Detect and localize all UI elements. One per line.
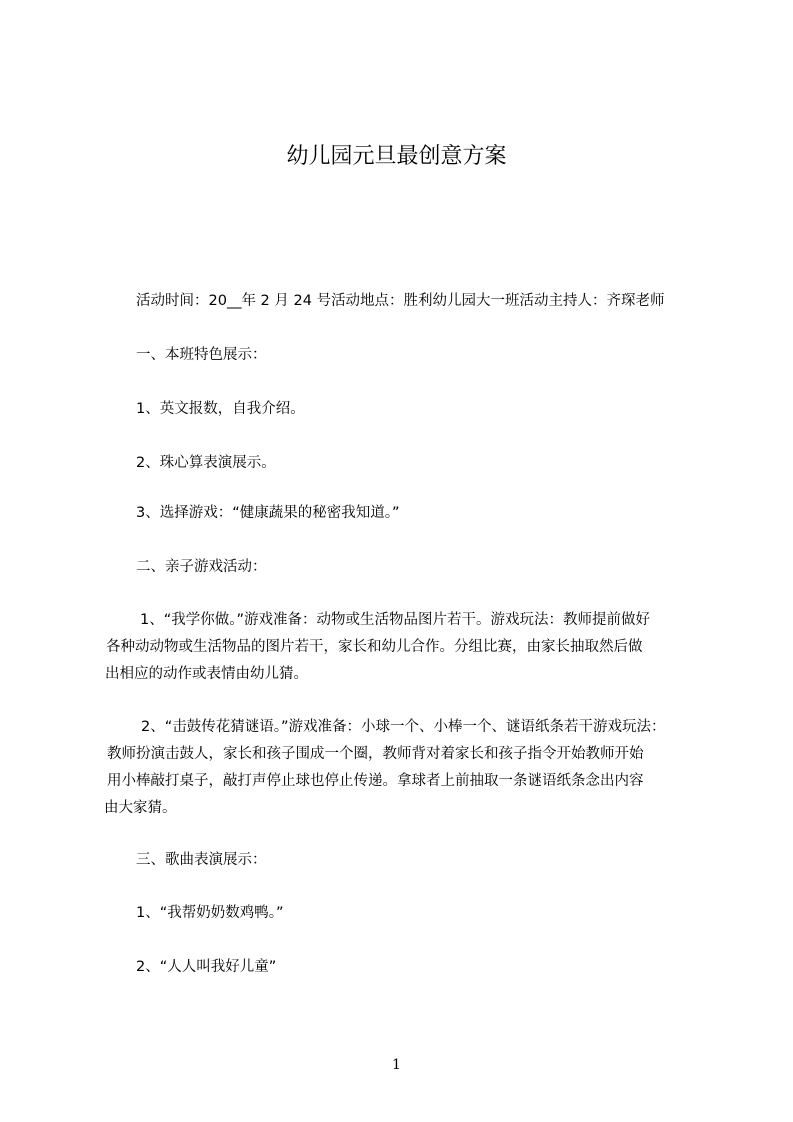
paragraph-line: 由大家猜。 xyxy=(104,800,177,816)
section-heading-parent-child-games: 二、亲子游戏活动： xyxy=(136,559,267,575)
paragraph-line: 出相应的动作或表情由幼儿猜。 xyxy=(105,666,308,682)
page-number: 1 xyxy=(392,1057,401,1073)
document-title: 幼儿园元旦最创意方案 xyxy=(286,144,507,169)
list-item: 1、“我帮奶奶数鸡鸭。” xyxy=(136,905,284,921)
list-item: 2、珠心算表演展示。 xyxy=(136,455,276,471)
list-item: 2、“人人叫我好儿童” xyxy=(136,959,277,975)
paragraph-line: 各种动动物或生活物品的图片若干，家长和幼儿合作。分组比赛，由家长抽取然后做 xyxy=(106,639,643,655)
list-item: 3、选择游戏：“健康蔬果的秘密我知道。” xyxy=(136,505,400,521)
activity-info-line: 活动时间：20__年 2 月 24 号活动地点：胜利幼儿园大一班活动主持人：齐琛老师 xyxy=(136,293,665,309)
paragraph-line: 用小棒敲打桌子，敲打声停止球也停止传递。拿球者上前抽取一条谜语纸条念出内容 xyxy=(107,773,644,789)
list-item: 1、英文报数，自我介绍。 xyxy=(136,401,305,417)
paragraph-line: 教师扮演击鼓人，家长和孩子围成一个圈，教师背对着家长和孩子指令开始教师开始 xyxy=(107,746,644,762)
section-heading-song-performance: 三、歌曲表演展示： xyxy=(136,852,267,868)
paragraph-line: 1、“我学你做。”游戏准备：动物或生活物品图片若干。游戏玩法：教师提前做好 xyxy=(140,612,650,628)
paragraph-line: 2、“击鼓传花猜谜语。”游戏准备：小球一个、小棒一个、谜语纸条若干游戏玩法： xyxy=(141,719,666,735)
section-heading-class-showcase: 一、本班特色展示： xyxy=(136,347,267,363)
